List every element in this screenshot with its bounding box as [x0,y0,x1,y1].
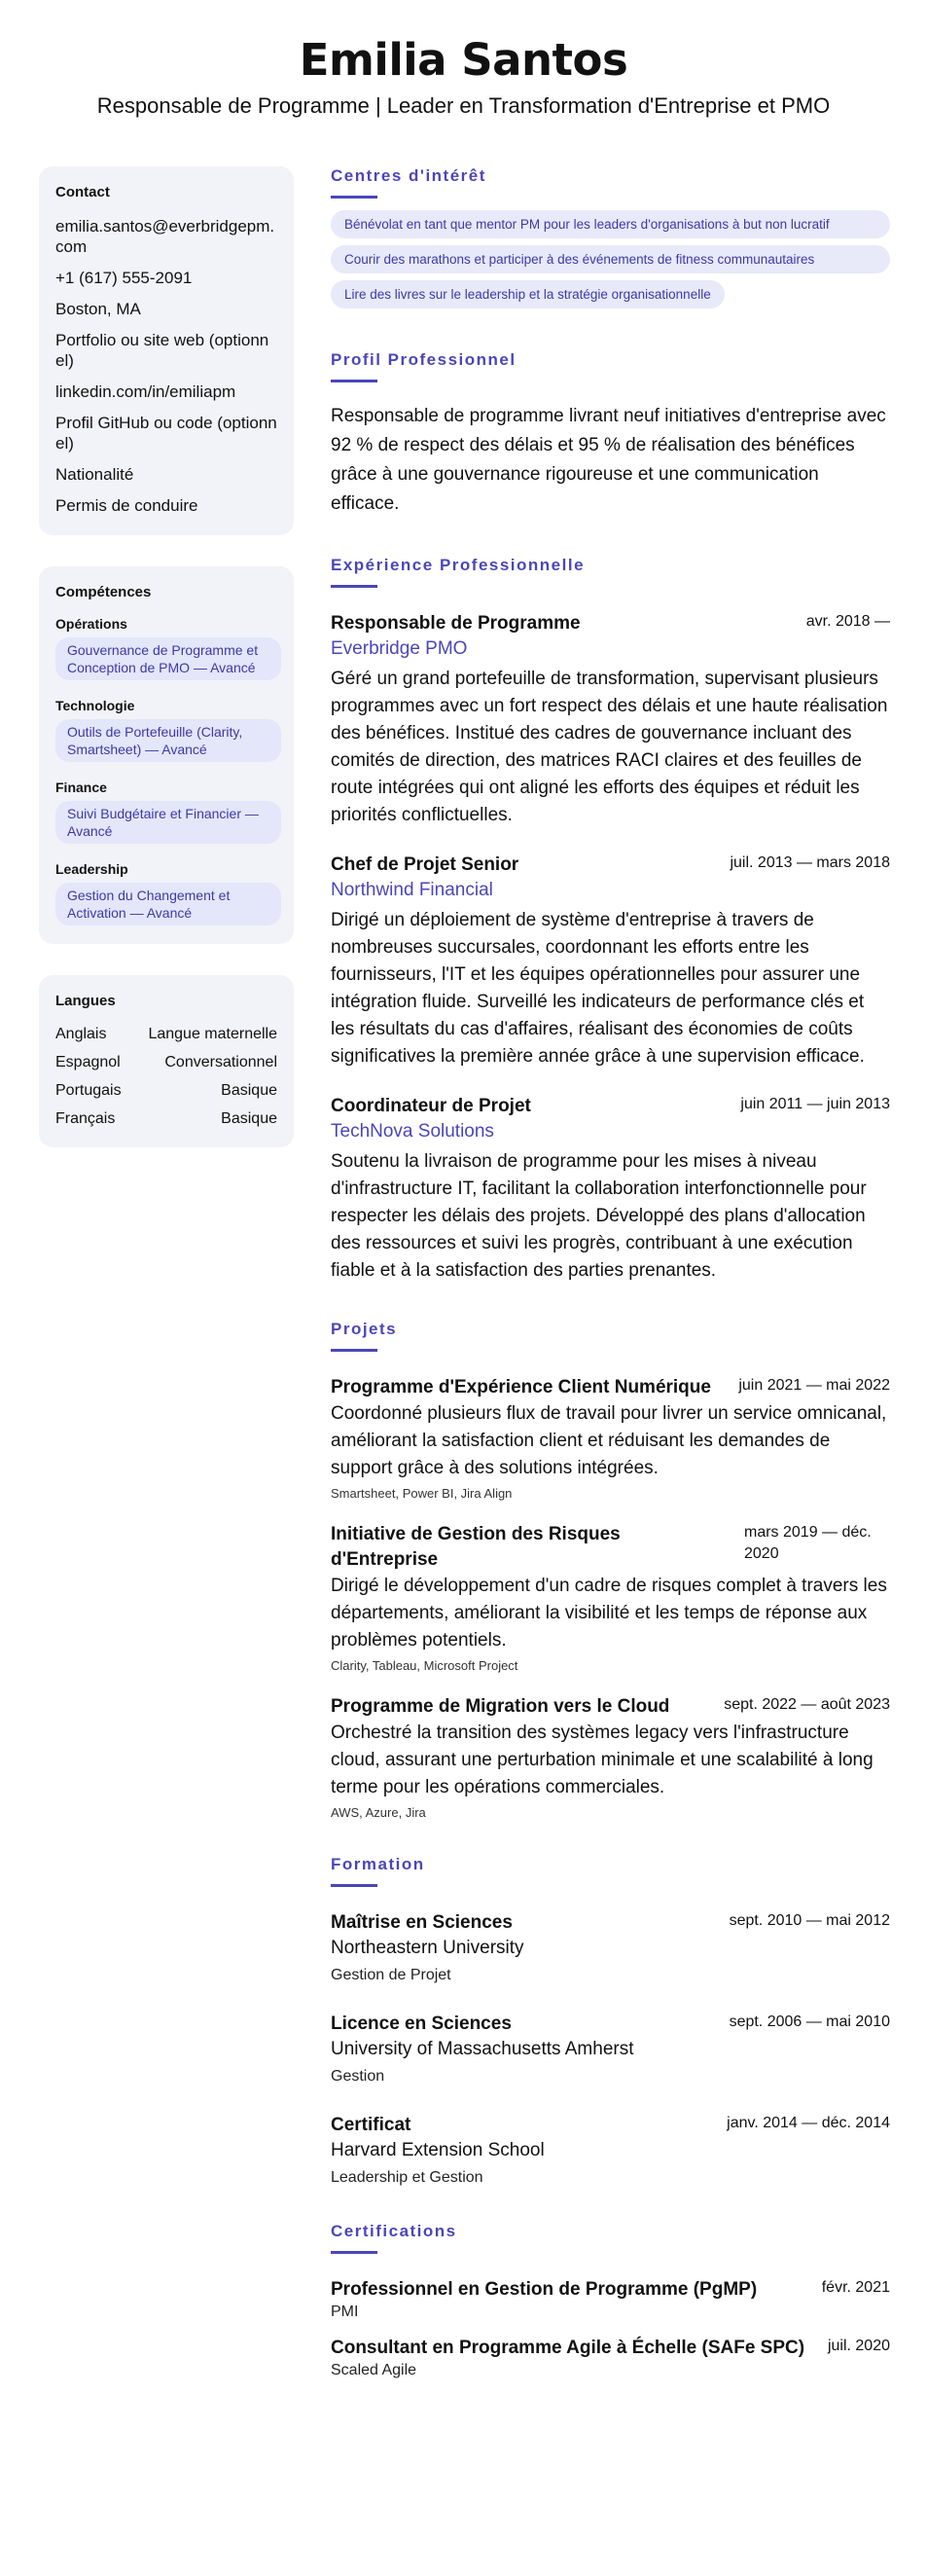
education-school: University of Massachusetts Amherst [331,2039,634,2059]
project-date: mars 2019 — déc. 2020 [744,1524,872,1562]
job-description: Dirigé un déploiement de système d'entreprise à travers de nombreuses succursales, coordonnant les efforts entre les fournisseurs, l'IT et les équipes opérationnelles pour assurer une intégration fluide. Surveillé les indicateurs de performance clés et les résultats du cas d'affaires, réalisant des économies de coûts significatives la première année grâce à une supervision efficace. [331,910,865,1067]
education-date: sept. 2006 — mai 2010 [729,2014,890,2030]
skill-tag: Outils de Portefeuille (Clarity, Smartsheet) — Avancé [55,719,281,762]
contact-linkedin[interactable]: linkedin.com/in/emiliapm [55,382,236,401]
contact-portfolio[interactable]: Portfolio ou site web (optionnel) [55,331,269,370]
language-row [55,1025,277,1043]
certification-entry [331,2277,890,2322]
skill-group-name: Leadership [55,861,128,877]
section-title: Expérience Professionnelle [331,556,586,574]
interest-pill: Bénévolat en tant que mentor PM pour les leaders d'organisations à but non lucratif [331,210,890,238]
job-date: avr. 2018 — [805,613,890,630]
project-tech: Clarity, Tableau, Microsoft Project [331,1658,518,1673]
language-name: Anglais [55,1026,107,1042]
skill-group-name: Finance [55,780,107,795]
education-date: sept. 2010 — mai 2012 [729,1912,890,1929]
section-title: Certifications [331,2222,457,2240]
education-school: Northeastern University [331,1938,524,1958]
education-degree: Certificat [331,2115,411,2135]
education-field: Gestion [331,2068,385,2085]
job-entry [331,1094,890,1285]
language-row [55,1053,277,1071]
interest-pill: Lire des livres sur le leadership et la stratégie organisationnelle [331,280,725,308]
job-company: TechNova Solutions [331,1121,494,1142]
project-description: Orchestré la transition des systèmes legacy vers l'infrastructure cloud, assurant une perturbation minimale et une scalabilité à long terme pour les opérations commerciales. [331,1723,874,1797]
job-date: juin 2011 — juin 2013 [740,1096,890,1112]
education-entry [331,2012,890,2087]
profile-section [331,350,890,519]
job-title: Chef de Projet Senior [331,854,519,875]
project-entry [331,1522,890,1675]
language-row [55,1081,277,1100]
skill-tag: Suivi Budgétaire et Financier — Avancé [55,801,281,844]
project-entry [331,1375,890,1503]
job-entry [331,611,890,829]
language-level: Conversationnel [164,1054,277,1070]
skills-card [39,566,294,944]
project-title: Initiative de Gestion des Risques d'Entreprise [331,1524,621,1570]
education-degree: Licence en Sciences [331,2014,512,2034]
skill-group [55,616,277,680]
section-title: Formation [331,1855,425,1873]
contact-title: Contact [55,184,110,200]
education-degree: Maîtrise en Sciences [331,1912,513,1933]
certification-name: Consultant en Programme Agile à Échelle (SAFe SPC) [331,2338,805,2358]
skill-group [55,861,277,925]
job-title: Responsable de Programme [331,613,581,634]
language-name: Portugais [55,1082,122,1099]
skill-group [55,698,277,762]
certifications-section [331,2222,890,2380]
job-title: Coordinateur de Projet [331,1096,531,1116]
section-divider [331,196,377,199]
language-row [55,1109,277,1128]
languages-card [39,975,294,1147]
certification-entry [331,2336,890,2380]
section-divider [331,380,377,382]
language-level: Basique [221,1082,277,1099]
section-title: Profil Professionnel [331,350,517,369]
contact-license: Permis de conduire [55,496,198,515]
certification-date: févr. 2021 [821,2279,890,2296]
experience-section [331,556,890,1285]
education-entry [331,1910,890,1986]
skill-tag: Gestion du Changement et Activation — Avancé [55,883,281,925]
certification-name: Professionnel en Gestion de Programme (PgMP) [331,2279,758,2300]
project-title: Programme de Migration vers le Cloud [331,1696,670,1717]
interests-section [331,166,890,315]
certification-org: PMI [331,2304,359,2320]
project-entry [331,1694,890,1822]
contact-card [39,166,294,535]
project-date: sept. 2022 — août 2023 [724,1696,890,1713]
contact-phone[interactable]: +1 (617) 555-2091 [55,269,193,287]
section-title: Projets [331,1320,398,1338]
projects-section [331,1320,890,1822]
education-field: Leadership et Gestion [331,2169,483,2186]
project-tech: AWS, Azure, Jira [331,1805,426,1820]
skill-group-name: Opérations [55,616,127,632]
job-date: juil. 2013 — mars 2018 [730,854,890,871]
certification-date: juil. 2020 [827,2338,890,2354]
project-date: juin 2021 — mai 2022 [738,1377,890,1394]
contact-github[interactable]: Profil GitHub ou code (optionnel) [55,414,277,453]
job-description: Géré un grand portefeuille de transformation, supervisant plusieurs programmes avec un fort respect des délais et une haute réalisation des bénéfices. Institué des cadres de gouvernance incluant des comités de direction, des matrices RACI claires et des feuilles de route intégrées qui ont aligné les efforts des équipes et réduit les priorités conflictuelles. [331,669,888,825]
contact-email[interactable]: emilia.santos@everbridgepm.com [55,217,275,256]
contact-nationality: Nationalité [55,465,134,484]
job-description: Soutenu la livraison de programme pour les mises à niveau d'infrastructure IT, facilitant la collaboration interfonctionnelle pour respecter les délais des projets. Développé des plans d'allocation des ressources et suivi les progrès, contribuant à une exécution fiable et à la satisfaction des parties prenantes. [331,1151,867,1281]
candidate-subtitle: Responsable de Programme | Leader en Transformation d'Entreprise et PMO [96,93,831,118]
interest-pill: Courir des marathons et participer à des événements de fitness communautaires [331,245,890,273]
education-section [331,1855,890,2189]
candidate-name: Emilia Santos [299,34,628,86]
education-entry [331,2113,890,2189]
language-level: Langue maternelle [148,1026,277,1042]
project-description: Dirigé le développement d'un cadre de risques complet à travers les départements, améliorant la visibilité et les temps de réponse aux problèmes potentiels. [331,1576,887,1651]
section-divider [331,2251,377,2254]
language-level: Basique [221,1110,277,1127]
job-entry [331,853,890,1070]
language-name: Espagnol [55,1054,121,1070]
job-company: Northwind Financial [331,880,493,900]
certification-org: Scaled Agile [331,2362,417,2378]
section-divider [331,1349,377,1352]
section-divider [331,585,377,588]
profile-text: Responsable de programme livrant neuf initiatives d'entreprise avec 92 % de respect des délais et 95 % de réalisation des bénéfices grâce à une gouvernance rigoureuse et une communication efficace. [331,406,886,514]
education-school: Harvard Extension School [331,2140,545,2160]
project-tech: Smartsheet, Power BI, Jira Align [331,1486,513,1501]
skill-group [55,780,277,844]
project-description: Coordonné plusieurs flux de travail pour livrer un service omnicanal, améliorant la satisfaction client et réduisant les demandes de support grâce à des solutions intégrées. [331,1403,887,1478]
sidebar [39,166,294,2394]
languages-title: Langues [55,993,116,1009]
resume-header [39,0,888,121]
section-title: Centres d'intérêt [331,166,486,185]
skills-title: Compétences [55,584,152,600]
education-date: janv. 2014 — déc. 2014 [727,2115,890,2131]
section-divider [331,1884,377,1887]
contact-location: Boston, MA [55,300,141,318]
language-name: Français [55,1110,116,1127]
project-title: Programme d'Expérience Client Numérique [331,1377,711,1397]
skill-tag: Gouvernance de Programme et Conception de PMO — Avancé [55,637,281,680]
job-company: Everbridge PMO [331,638,468,659]
skill-group-name: Technologie [55,698,135,713]
education-field: Gestion de Projet [331,1967,451,1983]
main-content [331,166,890,2394]
